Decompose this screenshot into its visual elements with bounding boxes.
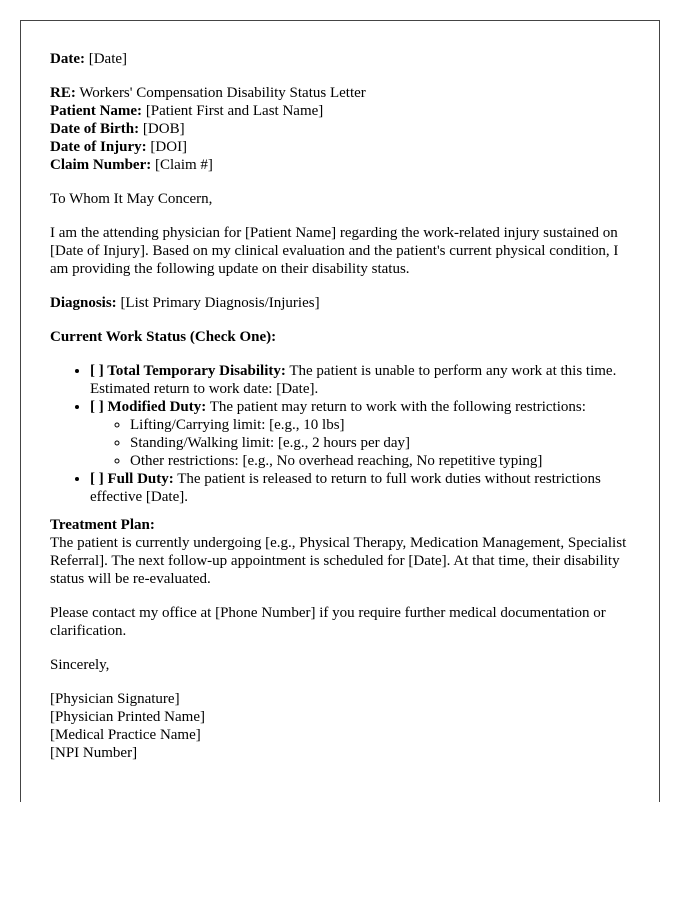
work-status-heading <box>50 328 640 346</box>
diagnosis-value: [List Primary Diagnosis/Injuries] <box>120 295 320 311</box>
npi-number: [NPI Number] <box>50 745 138 761</box>
re-label: RE: <box>50 85 76 101</box>
status-option-label: [ ] Modified Duty: <box>90 399 207 415</box>
diagnosis-line <box>50 294 640 312</box>
re-line <box>50 84 640 102</box>
physician-signature: [Physician Signature] <box>50 691 180 707</box>
date-line <box>50 50 640 68</box>
status-option-text: The patient is released to return to full work duties without restrictions effective [Date]. <box>90 471 601 505</box>
claim-number-value: [Claim #] <box>155 157 213 173</box>
status-option-text: The patient is unable to perform any work at this time. Estimated return to work date: [Date]. <box>90 363 617 397</box>
doi-value: [DOI] <box>150 139 188 155</box>
medical-practice-name: [Medical Practice Name] <box>50 727 201 743</box>
status-option-text: The patient may return to work with the following restrictions: <box>209 399 586 415</box>
physician-printed-name: [Physician Printed Name] <box>50 709 205 725</box>
restriction-item-standing: ◦ Standing/Walking limit: [e.g., 2 hours per day] <box>130 434 640 452</box>
dob-label: Date of Birth: <box>50 121 140 137</box>
claim-number-line <box>50 156 640 174</box>
claim-number-label: Claim Number: <box>50 157 152 173</box>
status-option-full-duty <box>90 470 640 506</box>
treatment-plan-section <box>50 516 640 588</box>
dob-value: [DOB] <box>142 121 185 137</box>
patient-name-line <box>50 102 640 120</box>
restriction-item-lifting: ◦ Lifting/Carrying limit: [e.g., 10 lbs] <box>130 416 640 434</box>
letter-page <box>20 20 660 802</box>
date-label: Date: <box>50 51 85 67</box>
dob-line <box>50 120 640 138</box>
treatment-plan-text: The patient is currently undergoing [e.g., Physical Therapy, Medication Management, Specialist Referral]. The next follow-up appointment is scheduled for [Date]. At that time, their disability status will be re-evaluated. <box>50 535 627 587</box>
salutation: To Whom It May Concern, <box>50 191 213 207</box>
closing: Sincerely, <box>50 657 110 673</box>
restriction-item-other: ◦ Other restrictions: [e.g., No overhead reaching, No repetitive typing] <box>130 452 640 470</box>
date-value: [Date] <box>88 51 128 67</box>
status-option-label: [ ] Total Temporary Disability: <box>90 363 286 379</box>
re-block <box>50 84 640 174</box>
work-status-list <box>50 362 640 506</box>
letter-body <box>50 50 640 762</box>
patient-name-label: Patient Name: <box>50 103 143 119</box>
status-option-modified-duty <box>90 398 640 470</box>
status-option-total-temporary-disability <box>90 362 640 398</box>
treatment-plan-heading: Treatment Plan: <box>50 517 155 533</box>
contact-paragraph: Please contact my office at [Phone Number] if you require further medical documentation or clarification. <box>50 605 606 639</box>
doi-label: Date of Injury: <box>50 139 147 155</box>
restrictions-list <box>90 416 640 470</box>
patient-name-value: [Patient First and Last Name] <box>145 103 324 119</box>
status-option-label: [ ] Full Duty: <box>90 471 174 487</box>
intro-paragraph: I am the attending physician for [Patient Name] regarding the work-related injury sustained on [Date of Injury]. Based on my clinical evaluation and the patient's current physical condition, I am providing the following update on their disability status. <box>50 225 619 277</box>
work-status-heading-text: Current Work Status (Check One): <box>50 329 277 345</box>
doi-line <box>50 138 640 156</box>
diagnosis-label: Diagnosis: <box>50 295 117 311</box>
re-value: Workers' Compensation Disability Status Letter <box>79 85 366 101</box>
signature-block <box>50 690 640 762</box>
